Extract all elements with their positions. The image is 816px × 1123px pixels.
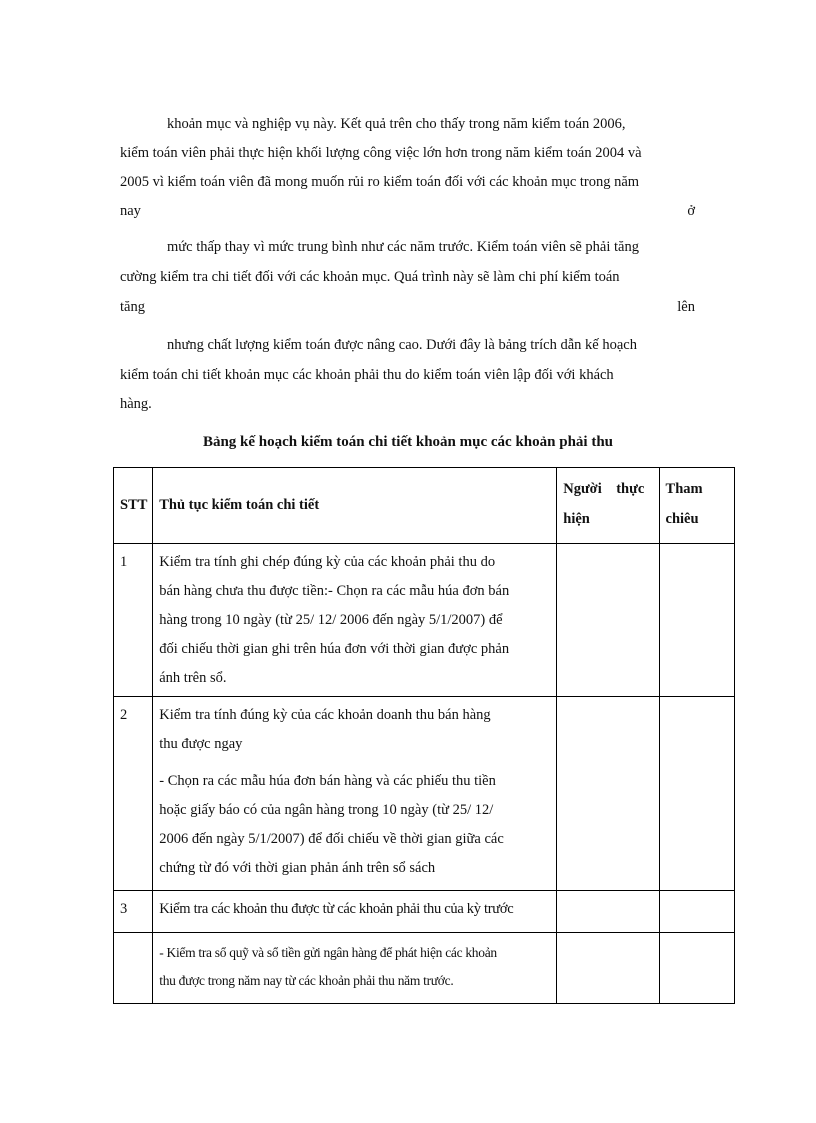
row-2-line: - Chọn ra các mẫu húa đơn bán hàng và các phiếu thu tiền bbox=[159, 773, 496, 789]
header-performer bbox=[557, 468, 659, 544]
row-2-performer bbox=[557, 697, 659, 891]
row-1-reference bbox=[659, 544, 734, 697]
row-3-reference bbox=[659, 891, 734, 933]
row-2-line: hoặc giấy báo có của ngân hàng trong 10 ngày (từ 25/ 12/ bbox=[159, 802, 494, 818]
row-2-line: chứng từ đó với thời gian phản ánh trên sổ sách bbox=[159, 860, 436, 876]
row-4-reference bbox=[659, 933, 734, 1004]
row-1-performer bbox=[557, 544, 659, 697]
row-1-procedure bbox=[153, 544, 557, 697]
table-title: Bảng kế hoạch kiểm toán chi tiết khoản mục các khoản phải thu bbox=[202, 434, 614, 450]
row-3-stt: 3 bbox=[114, 891, 153, 933]
paragraph-1-line-1: khoản mục và nghiệp vụ này. Kết quả trên cho thấy trong năm kiểm toán 2006, bbox=[167, 116, 626, 132]
header-stt: STT bbox=[114, 468, 153, 544]
row-1-line: ánh trên sổ. bbox=[159, 670, 227, 686]
paragraph-3-line-3: hàng. bbox=[120, 396, 152, 412]
row-1-line: bán hàng chưa thu được tiền:- Chọn ra các mẫu húa đơn bán bbox=[159, 583, 510, 599]
header-reference-line-1: Tham bbox=[665, 481, 703, 497]
row-3-performer bbox=[557, 891, 659, 933]
row-2-stt: 2 bbox=[114, 697, 153, 891]
paragraph-3-line-1: nhưng chất lượng kiểm toán được nâng cao. Dưới đây là bảng trích dẫn kế hoạch bbox=[167, 337, 637, 353]
row-3-line: Kiểm tra các khoản thu được từ các khoản phải thu của kỳ trước bbox=[159, 901, 514, 917]
row-2-line: Kiểm tra tính đúng kỳ của các khoản doanh thu bán hàng bbox=[159, 707, 491, 723]
table-row bbox=[114, 544, 735, 697]
row-3-procedure bbox=[153, 891, 557, 933]
row-4-line: thu được trong năm nay từ các khoản phải thu năm trước. bbox=[159, 973, 454, 988]
row-4-procedure bbox=[153, 933, 557, 1004]
header-reference bbox=[659, 468, 734, 544]
header-procedure: Thủ tục kiểm toán chi tiết bbox=[153, 468, 557, 544]
paragraph-2-line-1: mức thấp thay vì mức trung bình như các năm trước. Kiểm toán viên sẽ phải tăng bbox=[167, 239, 639, 255]
header-reference-line-2: chiêu bbox=[665, 511, 699, 527]
row-2-procedure bbox=[153, 697, 557, 891]
paragraph-2-line-3: tăng lên bbox=[120, 299, 695, 315]
paragraph-2-line-2: cường kiểm tra chi tiết đối với các khoản mục. Quá trình này sẽ làm chi phí kiểm toán bbox=[120, 269, 620, 285]
table-header-row bbox=[114, 468, 735, 544]
paragraph-3-line-2: kiểm toán chi tiết khoản mục các khoản phải thu do kiểm toán viên lập đối với khách bbox=[120, 367, 614, 383]
row-4-line: - Kiểm tra sổ quỹ và sổ tiền gửi ngân hàng để phát hiện các khoản bbox=[159, 945, 497, 960]
table-row bbox=[114, 697, 735, 891]
row-1-line: hàng trong 10 ngày (từ 25/ 12/ 2006 đến ngày 5/1/2007) để bbox=[159, 612, 503, 628]
header-performer-line-2: hiện bbox=[563, 511, 590, 527]
row-1-line: Kiểm tra tính ghi chép đúng kỳ của các khoản phải thu do bbox=[159, 554, 496, 570]
paragraph-1-line-2: kiểm toán viên phải thực hiện khối lượng công việc lớn hơn trong năm kiểm toán 2004 và bbox=[120, 145, 642, 161]
table-row bbox=[114, 891, 735, 933]
row-1-line: đối chiếu thời gian ghi trên húa đơn với thời gian được phản bbox=[159, 641, 510, 657]
table-row bbox=[114, 933, 735, 1004]
row-2-line: 2006 đến ngày 5/1/2007) để đối chiếu về thời gian giữa các bbox=[159, 831, 504, 847]
row-2-reference bbox=[659, 697, 734, 891]
row-4-stt bbox=[114, 933, 153, 1004]
header-performer-line-1: Người thực bbox=[563, 481, 645, 497]
row-4-performer bbox=[557, 933, 659, 1004]
paragraph-1-line-4: nay ở bbox=[120, 203, 695, 219]
audit-plan-table bbox=[113, 467, 735, 1004]
row-2-line: thu được ngay bbox=[159, 736, 243, 752]
paragraph-1-line-3: 2005 vì kiểm toán viên đã mong muốn rủi ro kiểm toán đối với các khoản mục trong năm bbox=[120, 174, 640, 190]
row-1-stt: 1 bbox=[114, 544, 153, 697]
